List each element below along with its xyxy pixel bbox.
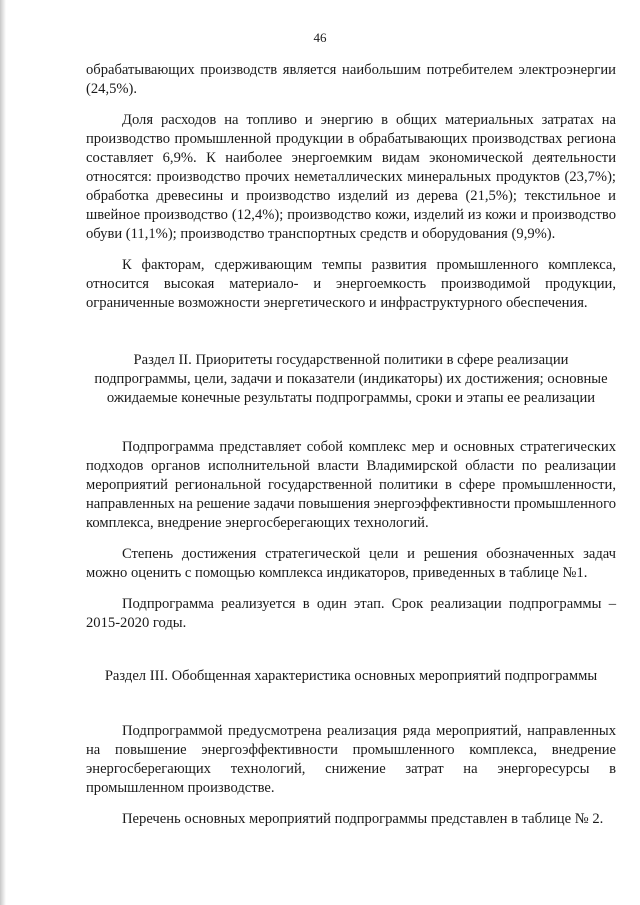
page-number: 46 [313, 30, 327, 45]
paragraph-implementation-period: Подпрограмма реализуется в один этап. Срок реализации подпрограммы – 2015-2020 годы. [86, 596, 616, 631]
paragraph-energy-costs: Доля расходов на топливо и энергию в общих материальных затратах на производство промышленной продукции в обрабатывающих производствах региона составляет 6,9%. К наиболее энергоемким видам экономической деятельности относятся: производство прочих неметаллических минеральных продуктов (23,7%); обработка древесины и производство изделий из дерева (21,5%); текстильное и швейное производство (12,4%); производство кожи, изделий из кожи и производство обуви (11,1%); производство транспортных средств и оборудования (9,9%). [86, 112, 616, 242]
paragraph-continuation: обрабатывающих производств является наибольшим потребителем электроэнергии (24,5%). [86, 62, 616, 97]
scan-edge-shadow [0, 0, 6, 905]
section-3-heading: Раздел III. Обобщенная характеристика основных мероприятий подпрограммы [104, 668, 598, 684]
section-2-heading: Раздел II. Приоритеты государственной политики в сфере реализации подпрограммы, цели, задачи и показатели (индикаторы) их достижения; основные ожидаемые конечные результаты подпрограммы, сроки и этапы ее реализации [94, 352, 608, 406]
paragraph-indicators: Степень достижения стратегической цели и решения обозначенных задач можно оценить с помощью комплекса индикаторов, приведенных в таблице №1. [86, 546, 616, 581]
paragraph-measures-list: Перечень основных мероприятий подпрограммы представлен в таблице № 2. [122, 811, 604, 827]
paragraph-constraining-factors: К факторам, сдерживающим темпы развития промышленного комплекса, относится высокая материало- и энергоемкость производимой продукции, ограниченные возможности энергетического и инфраструктурного обеспечения. [86, 257, 616, 311]
page-content [86, 61, 616, 829]
paragraph-measures: Подпрограммой предусмотрена реализация ряда мероприятий, направленных на повышение энергоэффективности промышленного комплекса, внедрение энергосберегающих технологий, снижение затрат на энергоресурсы в промышленном производстве. [86, 723, 616, 796]
paragraph-subprogram-description: Подпрограмма представляет собой комплекс мер и основных стратегических подходов органов исполнительной власти Владимирской области по реализации мероприятий региональной государственной политики в сфере промышленности, направленных на решение задачи повышения энергоэффективности промышленного комплекса, внедрение энергосберегающих технологий. [86, 439, 616, 531]
